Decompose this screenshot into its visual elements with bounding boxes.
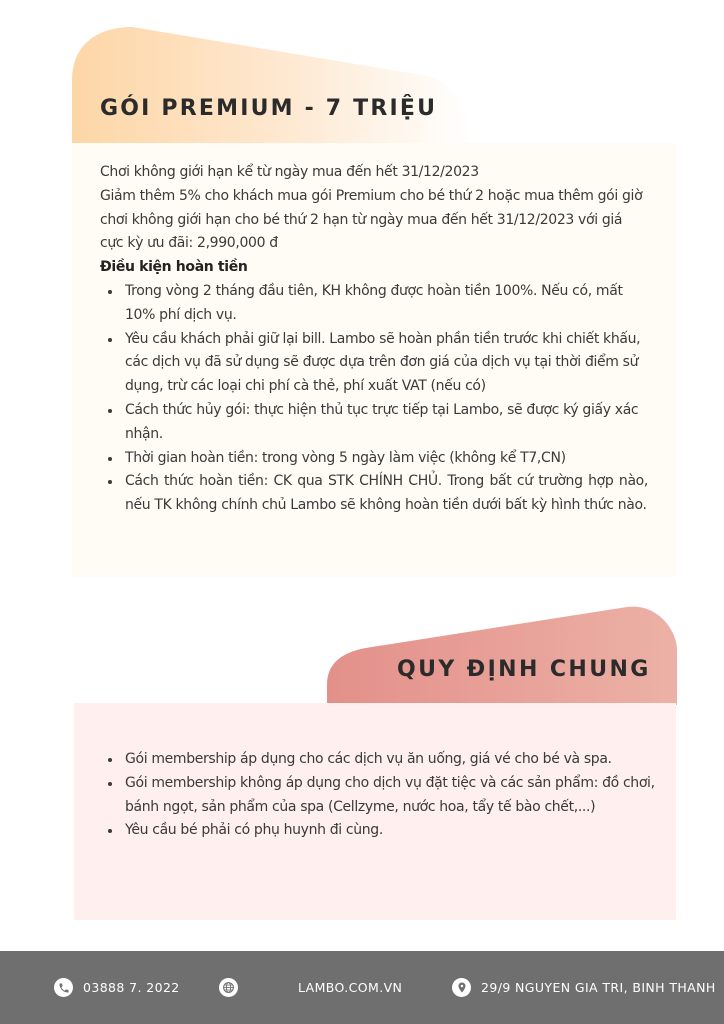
general-rules-panel: [74, 703, 676, 920]
globe-icon: [219, 978, 238, 997]
address-text: 29/9 NGUYEN GIA TRI, BINH THANH: [481, 980, 716, 995]
refund-heading: Điều kiện hoàn tiền: [100, 259, 248, 276]
general-rules-content: [100, 748, 656, 843]
phone-number: 03888 7. 2022: [83, 980, 180, 995]
general-rules-header: [327, 605, 677, 705]
premium-content: [100, 161, 648, 518]
list-item: Yêu cầu bé phải có phụ huynh đi cùng.: [100, 819, 656, 843]
footer: [0, 951, 724, 1024]
list-item: Trong vòng 2 tháng đầu tiên, KH không được hoàn tiền 100%. Nếu có, mất 10% phí dịch vụ.: [100, 280, 648, 328]
intro-line: Chơi không giới hạn kể từ ngày mua đến hết 31/12/2023: [100, 164, 479, 180]
footer-website-icon-wrap[interactable]: [219, 951, 248, 1024]
footer-phone[interactable]: [54, 951, 180, 1024]
phone-icon: [54, 978, 73, 997]
list-item: Thời gian hoàn tiền: trong vòng 5 ngày làm việc (không kể T7,CN): [100, 447, 648, 471]
website-link[interactable]: LAMBO.COM.VN: [298, 980, 403, 995]
intro-line: Giảm thêm 5% cho khách mua gói Premium cho bé thứ 2 hoặc mua thêm gói giờ chơi không giới hạn cho bé thứ 2 hạn từ ngày mua đến hết 31/12/2023 với giá cực kỳ ưu đãi: 2,990,000 đ: [100, 187, 643, 252]
footer-website[interactable]: [298, 951, 402, 1024]
premium-header-shape: [72, 25, 472, 145]
refund-conditions-list: [100, 280, 648, 518]
general-rules-title: QUY ĐỊNH CHUNG: [397, 657, 651, 682]
premium-panel: [72, 143, 676, 577]
premium-title: GÓI PREMIUM - 7 TRIỆU: [100, 96, 438, 121]
general-rules-list: [100, 748, 656, 843]
list-item: Yêu cầu khách phải giữ lại bill. Lambo sẽ hoàn phần tiền trước khi chiết khấu, các dịch vụ đã sử dụng sẽ được dựa trên đơn giá của dịch vụ tại thời điểm sử dụng, trừ các loại chi phí cà thẻ, phí xuất VAT (nếu có): [100, 328, 648, 399]
list-item: Cách thức hủy gói: thực hiện thủ tục trực tiếp tại Lambo, sẽ được ký giấy xác nhận.: [100, 399, 648, 447]
list-item: Gói membership không áp dụng cho dịch vụ đặt tiệc và các sản phẩm: đồ chơi, bánh ngọt, sản phẩm của spa (Cellzyme, nước hoa, tẩy tế bào chết,...): [100, 772, 656, 820]
list-item: Cách thức hoàn tiền: CK qua STK CHÍNH CHỦ. Trong bất cứ trường hợp nào, nếu TK không chính chủ Lambo sẽ không hoàn tiền dưới bất kỳ hình thức nào.: [100, 470, 648, 518]
premium-header: [72, 25, 472, 145]
list-item: Gói membership áp dụng cho các dịch vụ ăn uống, giá vé cho bé và spa.: [100, 748, 656, 772]
general-rules-header-shape: [327, 605, 677, 705]
footer-address: [452, 951, 716, 1024]
map-pin-icon: [452, 978, 471, 997]
